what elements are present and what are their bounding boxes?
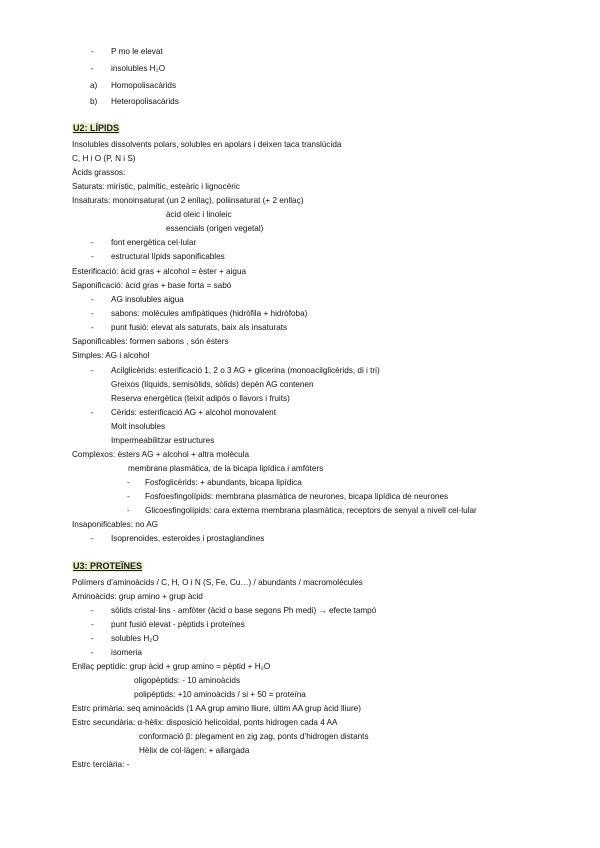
list-marker: - — [127, 506, 130, 515]
line-text: Fosfoesfingolípids: membrana plasmàtica de neurones, bicapa lipídica de neurones — [145, 492, 449, 501]
line-text: membrana plasmàtica, de la bicapa lipídica i amfòters — [128, 464, 324, 473]
line-text: estructural lípids saponificables — [111, 252, 225, 261]
line-text: Homopolisacàrids — [111, 81, 177, 90]
line-text: insolubles H₂O — [111, 64, 166, 73]
line-text: Saponificables: formen sabons , són èsters — [72, 337, 229, 346]
list-marker: - — [91, 64, 94, 73]
line-text: isomeria — [111, 648, 142, 657]
line-text: Isoprenoides, esteroides i prostaglandines — [111, 534, 265, 543]
list-marker: - — [91, 620, 94, 629]
line-text: Complexos: èsters AG + alcohol + altra molècula — [72, 450, 250, 459]
list-marker: - — [127, 492, 130, 501]
line-text: Aminoàcids: grup amino + grup àcid — [72, 592, 203, 601]
line-text: Insaponificables: no AG — [72, 520, 159, 529]
line-text: polipèptids: +10 aminoàcids / si + 50 = proteïna — [134, 690, 306, 699]
line-text: punt fusió: elevat als saturats, baix als insaturats — [111, 323, 288, 332]
line-text: àcid oleic i linoleic — [166, 210, 232, 219]
list-marker: - — [91, 534, 94, 543]
line-text: Polímers d’aminoàcids / C, H, O i N (S, Fe, Cu…) / abundants / macromolècules — [72, 578, 363, 587]
line-text: Insolubles dissolvents polars, solubles en apolars i deixen taca translúcida — [72, 140, 342, 149]
list-marker: - — [91, 634, 94, 643]
line-text: Esterificació: àcid gras + alcohol = èster + aigua — [72, 267, 247, 276]
list-marker: - — [91, 309, 94, 318]
line-text: Simples: AG i alcohol — [72, 351, 150, 360]
list-marker: - — [91, 323, 94, 332]
line-text: P mo le elevat — [111, 47, 163, 56]
line-text: sòlids cristal·lins - amfòter (àcid o base segons Ph medi) → efecte tampó — [111, 606, 377, 615]
line-text: solubles H₂O — [111, 634, 159, 643]
list-marker: a) — [90, 81, 98, 90]
line-text: AG insolubles aigua — [111, 295, 184, 304]
list-marker: - — [91, 648, 94, 657]
list-marker: - — [91, 47, 94, 56]
line-text: Estrc terciària: - — [72, 760, 130, 769]
line-text: Estrc secundària: α-hèlix: disposició helicoïdal, ponts hidrogen cada 4 AA — [72, 718, 338, 727]
line-text: Acilglicèrids: esterificació 1, 2 o 3 AG + glicerina (monoacilglicèrids, di i tri) — [111, 366, 380, 375]
line-text: oligopèptids: - 10 aminoàcids — [134, 676, 241, 685]
list-marker: - — [91, 238, 94, 247]
line-text: essencials (origen vegetal) — [166, 224, 264, 233]
line-text: sabons: molècules amfipàtiques (hidròfila + hidròfoba) — [111, 309, 308, 318]
line-text: conformació β: plegament en zig zag, ponts d’hidrogen distants — [139, 732, 369, 741]
line-text: Insaturats: monoinsaturat (un 2 enllaç), poliinsaturat (+ 2 enllaç) — [72, 196, 304, 205]
list-marker: - — [91, 252, 94, 261]
line-text: Heteropolisacàrids — [111, 97, 179, 106]
line-text: Fosfoglicèrids: + abundants, bicapa lipídica — [145, 478, 302, 487]
line-text: font energètica cel·lular — [111, 238, 197, 247]
list-marker: b) — [90, 97, 98, 106]
line-text: Reserva energètica (teixit adipós o llavors i fruits) — [111, 394, 290, 403]
line-text: punt fusió elevat - pèptids i proteïnes — [111, 620, 245, 629]
line-text: Saturats: mirístic, palmític, esteàric i lignocèric — [72, 182, 240, 191]
heading-text: U2: LÍPIDS — [73, 123, 120, 133]
line-text: Molt insolubles — [111, 422, 166, 431]
line-text: Impermeabilitzar estructures — [111, 436, 215, 445]
list-marker: - — [91, 366, 94, 375]
line-text: C, H i O (P, N i S) — [72, 154, 136, 163]
list-marker: - — [91, 295, 94, 304]
line-text: Glicoesfingolípids: cara externa membrana plasmàtica, receptors de senyal a nivell cel·lular — [145, 506, 477, 515]
list-marker: - — [91, 408, 94, 417]
line-text: Estrc primària: seq aminoàcids (1 AA grup amino lliure, últim AA grup àcid lliure) — [72, 704, 361, 713]
list-marker: - — [91, 606, 94, 615]
line-text: Cèrids: esterificació AG + alcohol monovalent — [111, 408, 276, 417]
heading-text: U3: PROTEÏNES — [73, 561, 143, 571]
line-text: Enllaç peptídic: grup àcid + grup amino = pèptid + H₂O — [72, 662, 271, 671]
list-marker: - — [127, 478, 130, 487]
line-text: Àcids grassos: — [72, 168, 126, 177]
line-text: Hèlix de col·làgen: + allargada — [139, 746, 250, 755]
line-text: Saponificació: àcid gras + base forta = sabó — [72, 281, 232, 290]
line-text: Greixos (líquids, semisòlids, sòlids) depèn AG contenen — [111, 380, 314, 389]
